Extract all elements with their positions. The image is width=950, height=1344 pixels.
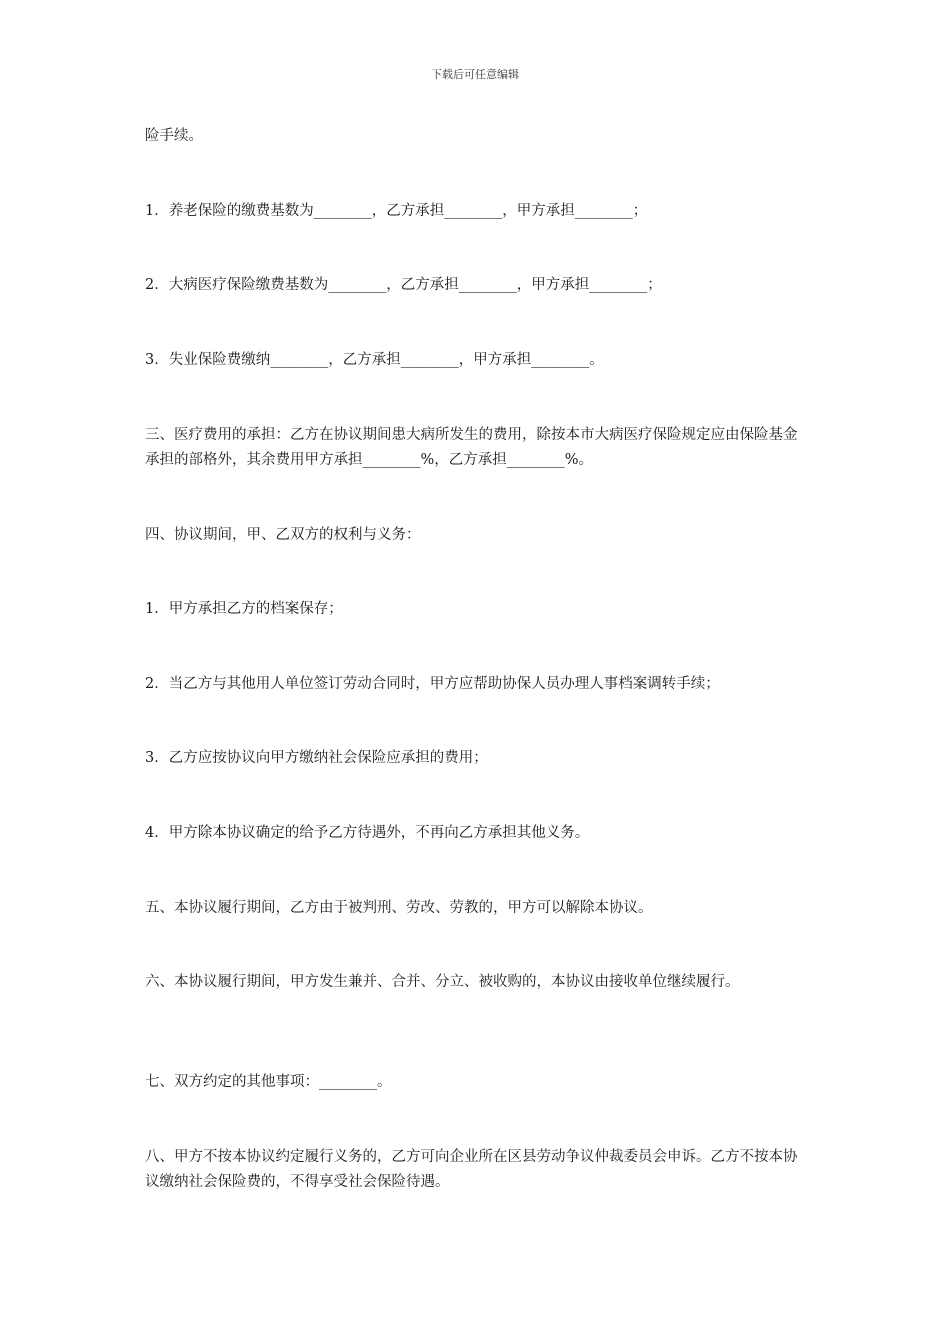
paragraph-medical-insurance: 2．大病医疗保险缴费基数为________，乙方承担________，甲方承担________； (145, 277, 662, 293)
paragraph-medical-costs: 三、医疗费用的承担：乙方在协议期间患大病所发生的费用，除按本市大病医疗保险规定应由保险基金承担的部格外，其余费用甲方承担________%，乙方承担________%。 (145, 427, 798, 468)
paragraph-continuation: 险手续。 (145, 128, 203, 144)
paragraph-archive-storage: 1．甲方承担乙方的档案保存； (145, 601, 343, 617)
page-header: 下载后可任意编辑 (431, 68, 519, 81)
paragraph-dispute: 八、甲方不按本协议约定履行义务的，乙方可向企业所在区县劳动争议仲裁委员会申诉。乙方不按本协议缴纳社会保险费的，不得享受社会保险待遇。 (145, 1149, 798, 1190)
paragraph-unemployment-insurance: 3．失业保险费缴纳________，乙方承担________，甲方承担________。 (145, 352, 604, 368)
paragraph-archive-transfer: 2．当乙方与其他用人单位签订劳动合同时，甲方应帮助协保人员办理人事档案调转手续； (145, 676, 720, 692)
paragraph-termination: 五、本协议履行期间，乙方由于被判刑、劳改、劳教的，甲方可以解除本协议。 (145, 900, 653, 916)
paragraph-payment-duty: 3．乙方应按协议向甲方缴纳社会保险应承担的费用； (145, 750, 488, 766)
paragraph-pension-insurance: 1．养老保险的缴费基数为________，乙方承担________，甲方承担________； (145, 203, 648, 219)
paragraph-other-matters: 七、双方约定的其他事项：________。 (145, 1074, 392, 1090)
paragraph-no-other-obligations: 4．甲方除本协议确定的给予乙方待遇外，不再向乙方承担其他义务。 (145, 825, 590, 841)
paragraph-merger: 六、本协议履行期间，甲方发生兼并、合并、分立、被收购的，本协议由接收单位继续履行。 (145, 974, 740, 990)
paragraph-rights-obligations-heading: 四、协议期间，甲、乙双方的权利与义务： (145, 527, 421, 543)
